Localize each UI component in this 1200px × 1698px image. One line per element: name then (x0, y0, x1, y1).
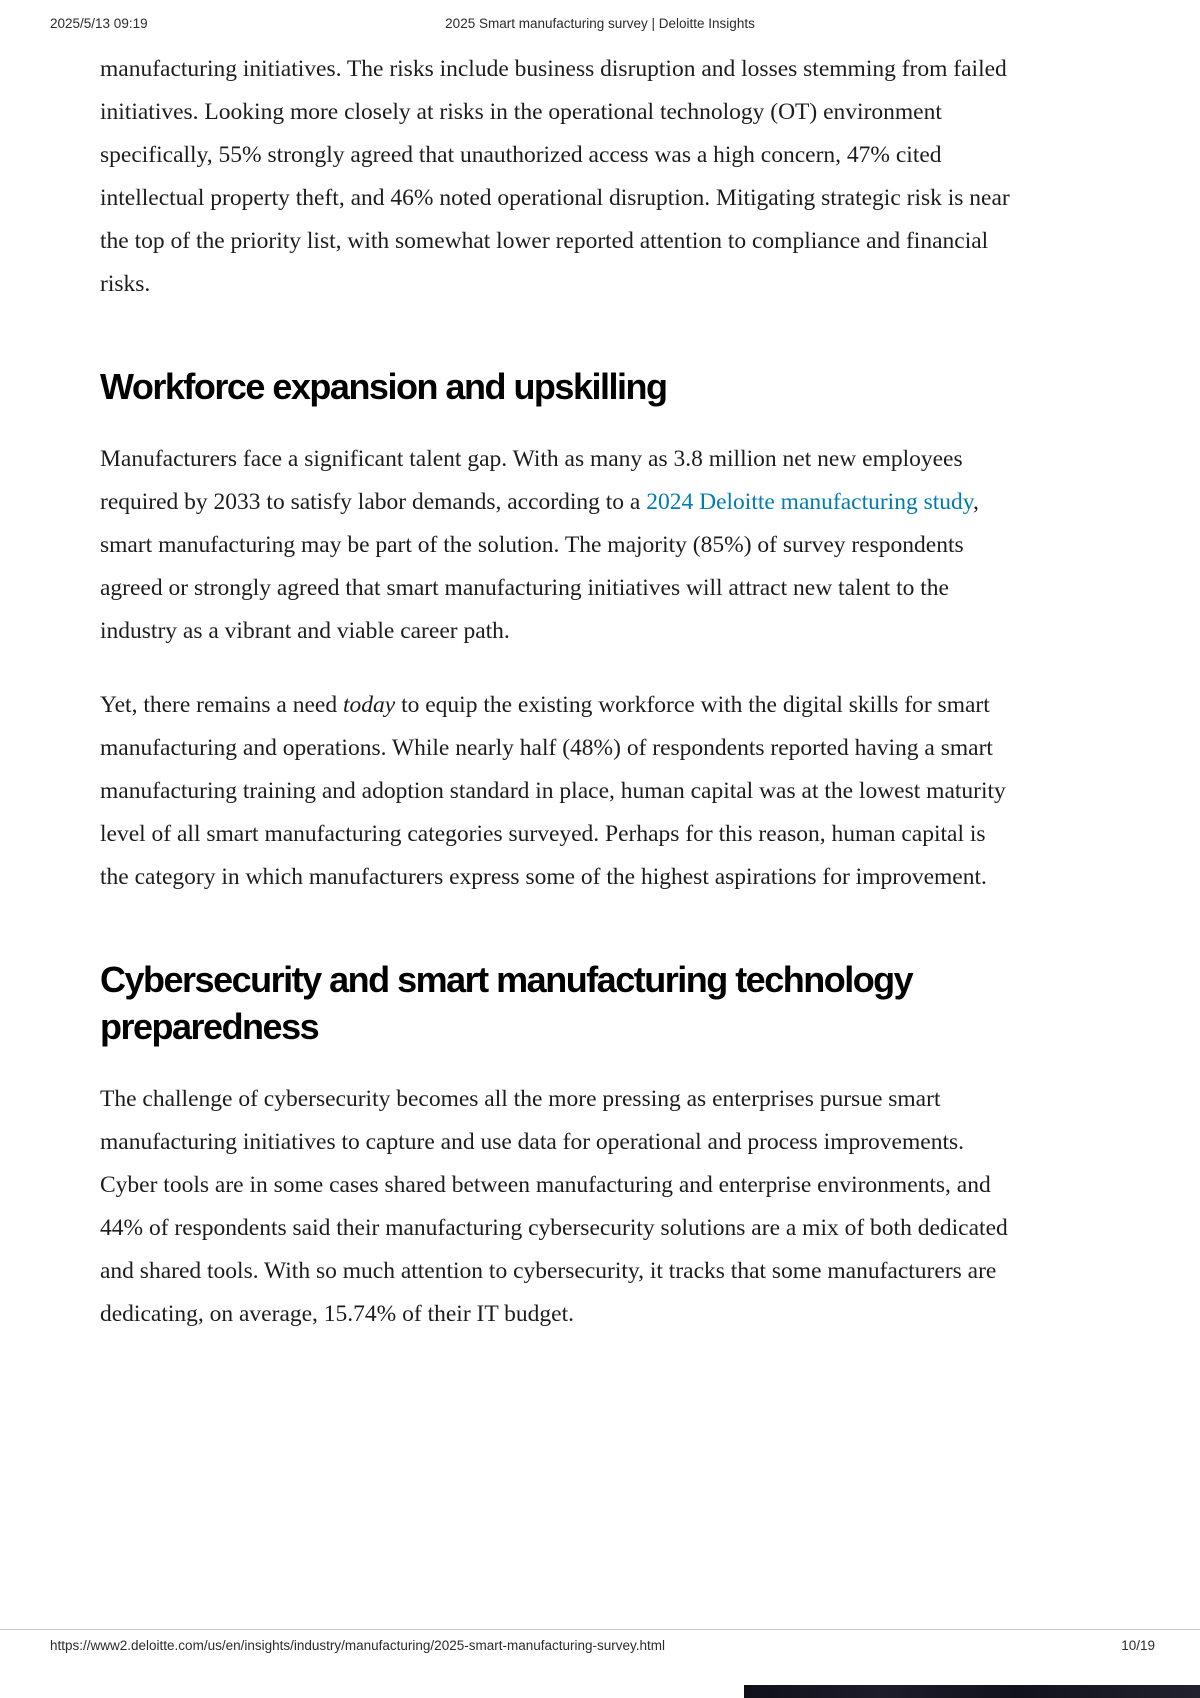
bottom-bar (744, 1685, 1200, 1698)
paragraph-risk-overview: manufacturing initiatives. The risks include business disruption and losses stemming from failed initiatives. Looking more closely at risks in the operational technology (OT) environment specifically, 55% strongly agreed that unauthorized access was a high concern, 47% cited intellectual property theft, and 46% noted operational disruption. Mitigating strategic risk is near the top of the priority list, with somewhat lower reported attention to compliance and financial risks. (100, 56, 1010, 297)
paragraph-cybersecurity: The challenge of cybersecurity becomes all the more pressing as enterprises pursue smart manufacturing initiatives to capture and use data for operational and process improvements. Cyber tools are in some cases shared between manufacturing and enterprise environments, and 44% of respondents said their manufacturing cybersecurity solutions are a mix of both dedicated and shared tools. With so much attention to cybersecurity, it tracks that some manufacturers are dedicating, on average, 15.74% of their IT budget. (100, 1085, 1008, 1327)
heading-workforce-expansion: Workforce expansion and upskilling (100, 366, 667, 407)
print-page-title: 2025 Smart manufacturing survey | Deloitte Insights (445, 16, 755, 31)
article-content (100, 48, 1010, 1367)
talent-gap-text-before-link: Manufacturers face a significant talent gap. With as many as 3.8 million net new employees required by 2033 to satisfy labor demands, according to a (100, 445, 963, 515)
footer-divider (0, 1629, 1200, 1630)
talent-gap-text-after-link: , smart manufacturing may be part of the solution. The majority (85%) of survey respondents agreed or strongly agreed that smart manufacturing initiatives will attract new talent to the industry as a vibrant and viable career path. (100, 488, 979, 644)
paragraph-digital-skills (100, 684, 1010, 899)
print-footer (50, 1638, 1155, 1653)
print-datetime: 2025/5/13 09:19 (50, 16, 148, 31)
digital-skills-text-after-italic: to equip the existing workforce with the digital skills for smart manufacturing and operations. While nearly half (48%) of respondents reported having a smart manufacturing training and adoption standard in place, human capital was at the lowest maturity level of all smart manufacturing categories surveyed. Perhaps for this reason, human capital is the category in which manufacturers express some of the highest aspirations for improvement. (100, 691, 1006, 890)
print-header (50, 16, 1150, 36)
footer-page-number: 10/19 (1121, 1638, 1155, 1653)
paragraph-talent-gap (100, 438, 1010, 653)
italic-word-today: today (342, 691, 396, 718)
link-2024-deloitte-manufacturing-study[interactable]: 2024 Deloitte manufacturing study (646, 488, 973, 515)
digital-skills-text-before-italic: Yet, there remains a need (100, 691, 343, 718)
heading-cybersecurity-preparedness: Cybersecurity and smart manufacturing technology preparedness (100, 958, 913, 1048)
footer-url: https://www2.deloitte.com/us/en/insights/industry/manufacturing/2025-smart-manufacturing-survey.html (50, 1638, 666, 1653)
